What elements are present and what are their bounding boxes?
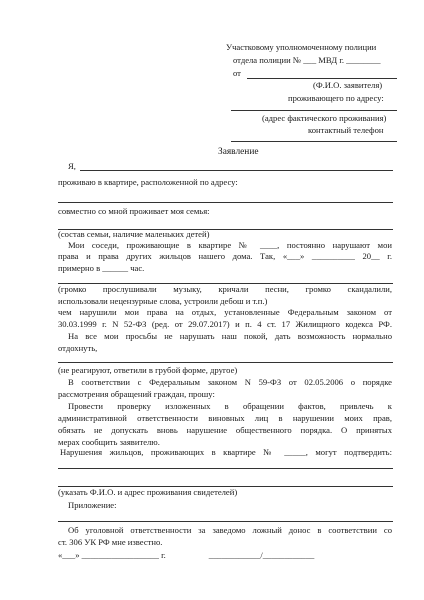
violation-line-1: чем нарушили мои права на отдых, установленные Федеральным законом от [58,307,392,317]
ask-line-2: административной ответственности виновных лиц в нарушении моих прав, [58,413,392,423]
witness-underline-1 [58,468,393,469]
ask-line-1: Провести проверку изложенных в обращении фактов, привлечь к [68,401,392,411]
ask-line-4: мерах сообщить заявителю. [58,437,160,447]
noise-hint-1: (громко прослушивали музыку, кричали песни, громко скандалили, [58,284,392,294]
neighbors-line-1: Мои соседи, проживающие в квартире № ____, постоянно нарушают мои [68,240,392,250]
liability-line-1: Об уголовной ответственности за заведомо ложный донос в соответствии со [68,525,392,535]
from-label: от [233,68,241,78]
reaction-underline [58,362,393,363]
request-line-1: На все мои просьбы не нарушать наш покой, дать возможность нормально [68,331,392,341]
addressee-line-2: отдела полиции № ___ МВД г. ________ [233,55,381,65]
noise-hint-2: использовали нецензурные слова, устроили дебош и т.п.) [58,296,268,306]
witness-hint: (указать Ф.И.О. и адрес проживания свидетелей) [58,487,238,497]
time-line: примерно в ______ час. [58,263,145,273]
document-title: Заявление [218,147,259,157]
attachment-underline [58,521,393,522]
fio-hint: (Ф.И.О. заявителя) [313,80,383,90]
ask-line-3: обязать не допускать вновь нарушение общественного порядка. О принятых [58,425,392,435]
addressee-line-1: Участковому уполномоченному полиции [226,42,377,52]
reaction-hint: (не реагируют, ответили в грубой форме, другое) [58,365,238,375]
name-underline [80,170,393,171]
signature-date-line: «___» __________________ г. ____________/____________ [58,550,315,560]
law-line-2: рассмотрения обращений граждан, прошу: [58,389,215,399]
attachment-label: Приложение: [68,500,117,510]
request-line-2: отдохнуть, [58,343,98,353]
address-hint: (адрес фактического проживания) [262,113,387,123]
liability-line-2: ст. 306 УК РФ мне известно. [58,537,163,547]
law-line-1: В соответствии с Федеральным законом N 59-ФЗ от 02.05.2006 о порядке [68,377,392,387]
phone-label: контактный телефон [308,125,384,135]
family-label: совместно со мной проживает моя семья: [58,206,210,216]
live-in-apartment: проживаю в квартире, расположенной по адресу: [58,177,238,187]
violation-line-2: 30.03.1999 г. N 52-ФЗ (ред. от 29.07.2017) и п. 4 ст. 17 Жилищного кодекса РФ. [58,319,392,329]
i-label: Я, [68,161,76,171]
address-underline [231,110,397,111]
apartment-address-underline [58,202,393,203]
phone-underline [231,141,397,142]
from-underline [247,78,397,79]
family-hint: (состав семьи, наличие маленьких детей) [58,229,210,239]
witness-line: Нарушения жильцов, проживающих в квартире № _____, могут подтвердить: [60,447,392,457]
neighbors-line-2: права и права других жильцов нашего дома. Так, «___» __________ 20__ г. [58,251,392,261]
residing-label: проживающего по адресу: [288,93,384,103]
